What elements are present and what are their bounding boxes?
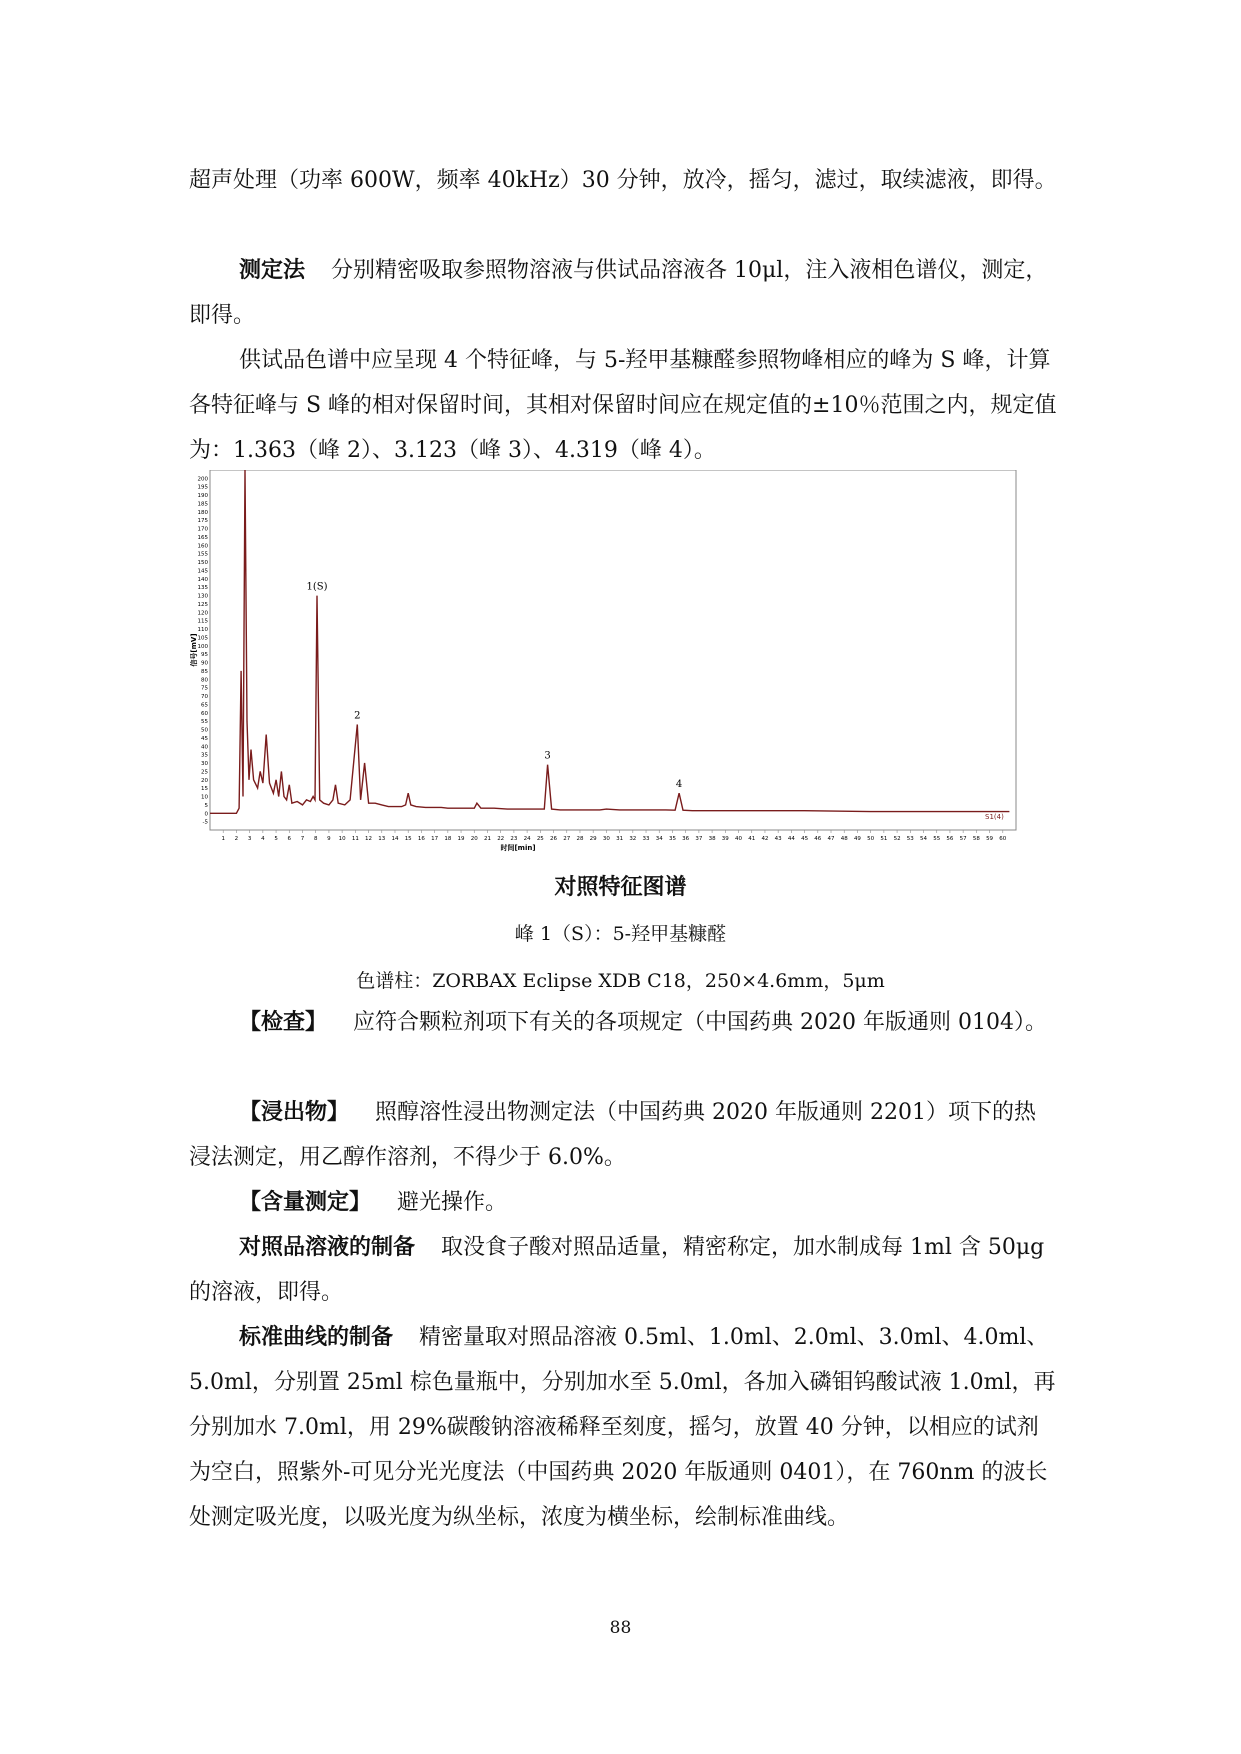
y-tick-label: 135 xyxy=(197,585,208,592)
y-tick-label: 90 xyxy=(201,660,208,667)
x-tick-label: 42 xyxy=(761,836,769,842)
heading-reference-solution: 对照品溶液的制备 xyxy=(239,1235,416,1260)
x-tick-label: 31 xyxy=(616,836,624,842)
x-tick-label: 45 xyxy=(801,836,809,842)
y-tick-label: 195 xyxy=(197,484,208,491)
x-tick-label: 33 xyxy=(642,836,650,842)
x-tick-label: 56 xyxy=(946,836,954,842)
y-tick-label: 150 xyxy=(197,560,208,567)
y-tick-label: 30 xyxy=(201,761,208,768)
x-tick-label: 23 xyxy=(510,836,518,842)
x-tick-label: 43 xyxy=(774,836,782,842)
heading-inspection: 【检查】 xyxy=(239,1010,328,1035)
y-tick-label: 40 xyxy=(201,744,208,751)
x-tick-label: 27 xyxy=(563,836,571,842)
plot-frame xyxy=(210,470,1016,830)
x-tick-label: 34 xyxy=(655,836,663,842)
figure-title: 对照特征图谱 xyxy=(554,875,687,900)
y-tick-label: 60 xyxy=(201,710,208,717)
peak-label: 4 xyxy=(675,779,683,791)
y-tick-label: 45 xyxy=(201,735,208,742)
y-tick-label: 140 xyxy=(197,576,208,583)
x-tick-label: 15 xyxy=(404,836,412,842)
y-tick-label: 165 xyxy=(197,534,208,541)
y-tick-label: 180 xyxy=(197,509,208,516)
heading-measurement: 测定法 xyxy=(239,258,306,283)
x-tick-label: 5 xyxy=(274,836,278,842)
x-tick-label: 35 xyxy=(668,836,676,842)
y-tick-label: 15 xyxy=(201,786,208,793)
y-tick-label: 35 xyxy=(201,752,208,759)
paragraph-reference-solution-text: 取没食子酸对照品适量，精密称定，加水制成每 1ml 含 50μg 的溶液，即得。 xyxy=(189,1235,1045,1305)
x-tick-label: 47 xyxy=(827,836,835,842)
heading-extract: 【浸出物】 xyxy=(239,1100,350,1125)
peak-labels xyxy=(307,582,683,791)
x-tick-label: 3 xyxy=(247,836,252,842)
y-tick-label: 5 xyxy=(204,802,208,809)
paragraph-1: 超声处理（功率 600W，频率 40kHz）30 分钟，放冷，摇匀，滤过，取续滤液，即得。 xyxy=(189,168,1057,193)
x-tick-label: 12 xyxy=(365,836,373,842)
paragraph-extract-text: 照醇溶性浸出物测定法（中国药典 2020 年版通则 2201）项下的热浸法测定，用乙醇作溶剂，不得少于 6.0%。 xyxy=(189,1100,1036,1170)
x-tick-label: 30 xyxy=(602,836,610,842)
y-tick-label: -5 xyxy=(202,819,208,826)
x-tick-label: 59 xyxy=(986,836,994,842)
x-tick-label: 6 xyxy=(287,836,292,842)
x-tick-label: 28 xyxy=(576,836,584,842)
x-tick-label: 18 xyxy=(444,836,452,842)
y-tick-label: 175 xyxy=(197,518,208,525)
paragraph-extract xyxy=(189,1090,1057,1180)
y-tick-label: 50 xyxy=(201,727,208,734)
paragraph-inspection-text: 应符合颗粒剂项下有关的各项规定（中国药典 2020 年版通则 0104）。 xyxy=(353,1010,1047,1035)
y-tick-label: 65 xyxy=(201,702,208,709)
y-tick-label: 125 xyxy=(197,601,208,608)
y-tick-label: 55 xyxy=(201,719,208,726)
paragraph-inspection xyxy=(189,1000,1057,1045)
x-tick-label: 11 xyxy=(351,836,359,842)
x-tick-label: 19 xyxy=(457,836,465,842)
x-tick-label: 44 xyxy=(787,836,795,842)
paragraph-measurement xyxy=(189,248,1057,338)
x-tick-label: 53 xyxy=(906,836,914,842)
x-tick-label: 29 xyxy=(589,836,597,842)
paragraph-standard-curve xyxy=(189,1315,1057,1540)
x-tick-label: 40 xyxy=(735,836,743,842)
y-tick-label: 80 xyxy=(201,677,208,684)
x-tick-label: 38 xyxy=(708,836,716,842)
y-tick-label: 155 xyxy=(197,551,208,558)
x-tick-label: 32 xyxy=(629,836,637,842)
figure-caption-column: 色谱柱：ZORBAX Eclipse XDB C18，250×4.6mm，5μm xyxy=(356,970,885,992)
x-tick-label: 49 xyxy=(853,836,861,842)
y-tick-label: 110 xyxy=(197,627,208,634)
x-tick-label: 50 xyxy=(867,836,875,842)
page-number: 88 xyxy=(609,1618,632,1638)
y-tick-label: 85 xyxy=(201,668,208,675)
x-tick-label: 13 xyxy=(378,836,386,842)
x-tick-label: 39 xyxy=(721,836,729,842)
y-tick-label: 0 xyxy=(204,811,208,818)
x-tick-label: 41 xyxy=(748,836,756,842)
x-tick-label: 57 xyxy=(959,836,967,842)
x-axis xyxy=(221,830,1006,842)
x-tick-label: 2 xyxy=(234,836,239,842)
x-tick-label: 54 xyxy=(920,836,928,842)
x-tick-label: 22 xyxy=(497,836,505,842)
x-tick-label: 25 xyxy=(536,836,544,842)
x-tick-label: 60 xyxy=(999,836,1007,842)
x-tick-label: 14 xyxy=(391,836,399,842)
y-tick-label: 95 xyxy=(201,652,208,659)
y-tick-label: 200 xyxy=(197,476,208,483)
y-tick-label: 185 xyxy=(197,501,208,508)
peak-label: 2 xyxy=(354,710,361,722)
x-tick-label: 36 xyxy=(682,836,690,842)
y-tick-label: 70 xyxy=(201,694,208,701)
y-tick-label: 10 xyxy=(201,794,208,801)
y-tick-label: 190 xyxy=(197,493,208,500)
paragraph-assay xyxy=(189,1180,1057,1225)
y-axis-label: 信号[mV] xyxy=(190,633,198,667)
x-tick-label: 10 xyxy=(338,836,346,842)
y-axis xyxy=(198,476,209,825)
x-tick-label: 4 xyxy=(261,836,265,842)
x-tick-label: 8 xyxy=(313,836,318,842)
x-tick-label: 37 xyxy=(695,836,703,842)
y-tick-label: 115 xyxy=(197,618,208,625)
heading-standard-curve: 标准曲线的制备 xyxy=(239,1325,394,1350)
x-tick-label: 24 xyxy=(523,836,531,842)
y-tick-label: 105 xyxy=(197,635,208,642)
paragraph-measurement-text: 分别精密吸取参照物溶液与供试品溶液各 10μl，注入液相色谱仪，测定，即得。 xyxy=(189,258,1048,328)
series-end-label: S1(4) xyxy=(985,813,1004,821)
y-tick-label: 170 xyxy=(197,526,208,533)
y-tick-label: 120 xyxy=(197,610,208,617)
y-tick-label: 25 xyxy=(201,769,208,776)
x-tick-label: 16 xyxy=(417,836,425,842)
y-tick-label: 75 xyxy=(201,685,208,692)
y-tick-label: 20 xyxy=(201,777,208,784)
x-tick-label: 55 xyxy=(933,836,941,842)
figure-caption-peak: 峰 1（S）：5-羟甲基糠醛 xyxy=(514,923,727,945)
x-tick-label: 52 xyxy=(893,836,901,842)
y-tick-label: 130 xyxy=(197,593,208,600)
x-tick-label: 20 xyxy=(470,836,478,842)
paragraph-characteristic-peaks: 供试品色谱中应呈现 4 个特征峰，与 5-羟甲基糠醛参照物峰相应的峰为 S 峰，计算各特征峰与 S 峰的相对保留时间，其相对保留时间应在规定值的±10％范围之内，规定值为：1.363（峰 2）、3.123（峰 3）、4.319（峰 4）。 xyxy=(189,348,1057,463)
x-tick-label: 9 xyxy=(327,836,331,842)
y-tick-label: 145 xyxy=(197,568,208,575)
peak-label: 3 xyxy=(544,750,551,762)
y-tick-label: 100 xyxy=(197,643,208,650)
chromatogram-chart xyxy=(190,470,1020,855)
x-tick-label: 1 xyxy=(221,836,225,842)
x-tick-label: 48 xyxy=(840,836,848,842)
y-tick-label: 160 xyxy=(197,543,208,550)
x-tick-label: 26 xyxy=(550,836,558,842)
peak-label: 1(S) xyxy=(306,581,328,593)
paragraph-assay-text: 避光操作。 xyxy=(397,1190,508,1215)
paragraph-standard-curve-text: 精密量取对照品溶液 0.5ml、1.0ml、2.0ml、3.0ml、4.0ml、5.0ml，分别置 25ml 棕色量瓶中，分别加水至 5.0ml，各加入磷钼钨酸试液 1.0ml，再分别加水 7.0ml，用 29%碳酸钠溶液稀释至刻度，摇匀，放置 40 分钟，以相应的试剂为空白，照紫外-可见分光光度法（中国药典 2020 年版通则 0401），在 760nm 的波长处测定吸光度，以吸光度为纵坐标，浓度为横坐标，绘制标准曲线。 xyxy=(189,1325,1056,1530)
heading-assay: 【含量测定】 xyxy=(239,1190,372,1215)
x-axis-label: 时间[min] xyxy=(500,844,536,852)
x-tick-label: 46 xyxy=(814,836,822,842)
paragraph-reference-solution xyxy=(189,1225,1057,1315)
x-tick-label: 17 xyxy=(431,836,439,842)
x-tick-label: 7 xyxy=(300,836,305,842)
x-tick-label: 51 xyxy=(880,836,888,842)
series-trace xyxy=(210,470,1009,813)
x-tick-label: 58 xyxy=(972,836,980,842)
x-tick-label: 21 xyxy=(483,836,491,842)
